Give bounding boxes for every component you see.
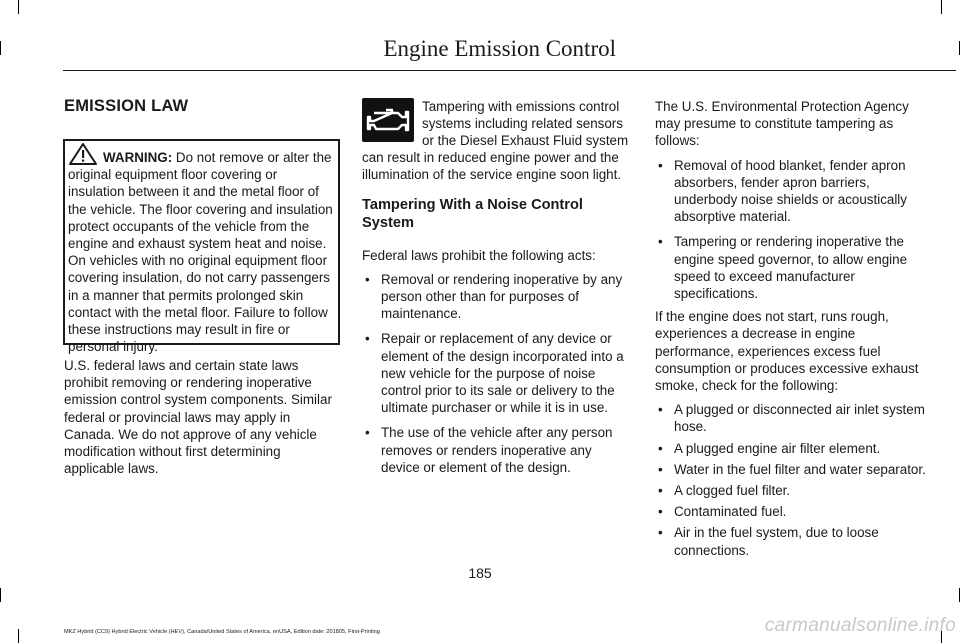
intro-line: Tampering with emissions control <box>422 99 620 114</box>
crop-mark <box>941 0 942 14</box>
subheading: Tampering With a Noise Control System <box>362 197 583 231</box>
edition-footer: MKZ Hybrid (CC9) Hybrid Electric Vehicle (HEV), Canada/United States of America, enUSA, Edition date: 201805, First-Printing <box>64 629 380 635</box>
list-item: • Removal of hood blanket, fender apron absorbers, fender apron barriers, underbody noise shields or acoustically absorptive material. <box>655 157 930 226</box>
tampering-list <box>655 157 930 303</box>
crop-mark <box>0 41 1 55</box>
check-paragraph: If the engine does not start, runs rough, experiences a decrease in engine performance, experiences excess fuel consumption or produces excessive exhaust smoke, check for the following: <box>655 309 919 394</box>
list-item: • The use of the vehicle after any person removes or renders inoperative any device or element of the design. <box>362 424 634 476</box>
section-heading: EMISSION LAW <box>64 97 189 115</box>
intro-line: or the Diesel Exhaust Fluid system <box>422 133 629 149</box>
list-item: • A plugged engine air filter element. <box>655 440 930 457</box>
list-item: • Tampering or rendering inoperative the engine speed governor, to allow engine speed to exceed manufacturer specifications. <box>655 233 930 302</box>
crop-mark <box>18 0 19 14</box>
list-item: • Repair or replacement of any device or element of the design incorporated into a new vehicle for the purpose of noise control prior to its sale or delivery to the ultimate purchaser or while it is in use. <box>362 330 634 416</box>
column-3-body <box>655 98 930 559</box>
list-item: • A plugged or disconnected air inlet system hose. <box>655 401 930 435</box>
column-1-body <box>64 357 342 477</box>
list-item: • Water in the fuel filter and water separator. <box>655 461 930 478</box>
intro-rest: can result in reduced engine power and the illumination of the service engine soon light. <box>362 150 622 183</box>
intro-line: systems including related sensors <box>422 116 623 132</box>
warning-triangle-icon <box>68 142 101 166</box>
prohibited-acts-list <box>362 271 634 476</box>
header-rule <box>63 70 956 71</box>
warning-text: Do not remove or alter the original equipment floor covering or insulation between it and the metal floor of the vehicle. The floor covering and insulation protect occupants of the vehicle from the engine and exhaust system heat and noise. On vehicles with no original equipment floor covering insulation, do not carry passengers in a manner that permits prolonged skin contact with the metal floor. Failure to follow these instructions may result in fire or personal injury. <box>68 150 333 355</box>
column-2-body <box>362 149 634 476</box>
check-list <box>655 401 930 559</box>
intro-lines <box>422 98 632 150</box>
list-item: • Contaminated fuel. <box>655 503 930 520</box>
list-item: • A clogged fuel filter. <box>655 482 930 499</box>
lead-text: The U.S. Environmental Protection Agency may presume to constitute tampering as follows: <box>655 99 909 149</box>
lead-text: Federal laws prohibit the following acts: <box>362 247 596 263</box>
page-number: 185 <box>468 565 492 581</box>
warning-label: WARNING: <box>103 150 173 165</box>
body-paragraph: U.S. federal laws and certain state laws prohibit removing or rendering inoperative emission control system components. Similar federal or provincial laws may apply in Canada. We do not approve of any vehicle modification without first determining applicable laws. <box>64 358 332 477</box>
crop-mark <box>18 629 19 643</box>
check-engine-icon <box>362 98 414 142</box>
watermark: carmanualsonline.info <box>764 615 956 636</box>
chapter-title: Engine Emission Control <box>383 36 616 61</box>
warning-box <box>63 139 340 355</box>
list-item: • Removal or rendering inoperative by any person other than for purposes of maintenance. <box>362 271 634 323</box>
list-item: • Air in the fuel system, due to loose connections. <box>655 524 930 558</box>
crop-mark <box>0 588 1 602</box>
